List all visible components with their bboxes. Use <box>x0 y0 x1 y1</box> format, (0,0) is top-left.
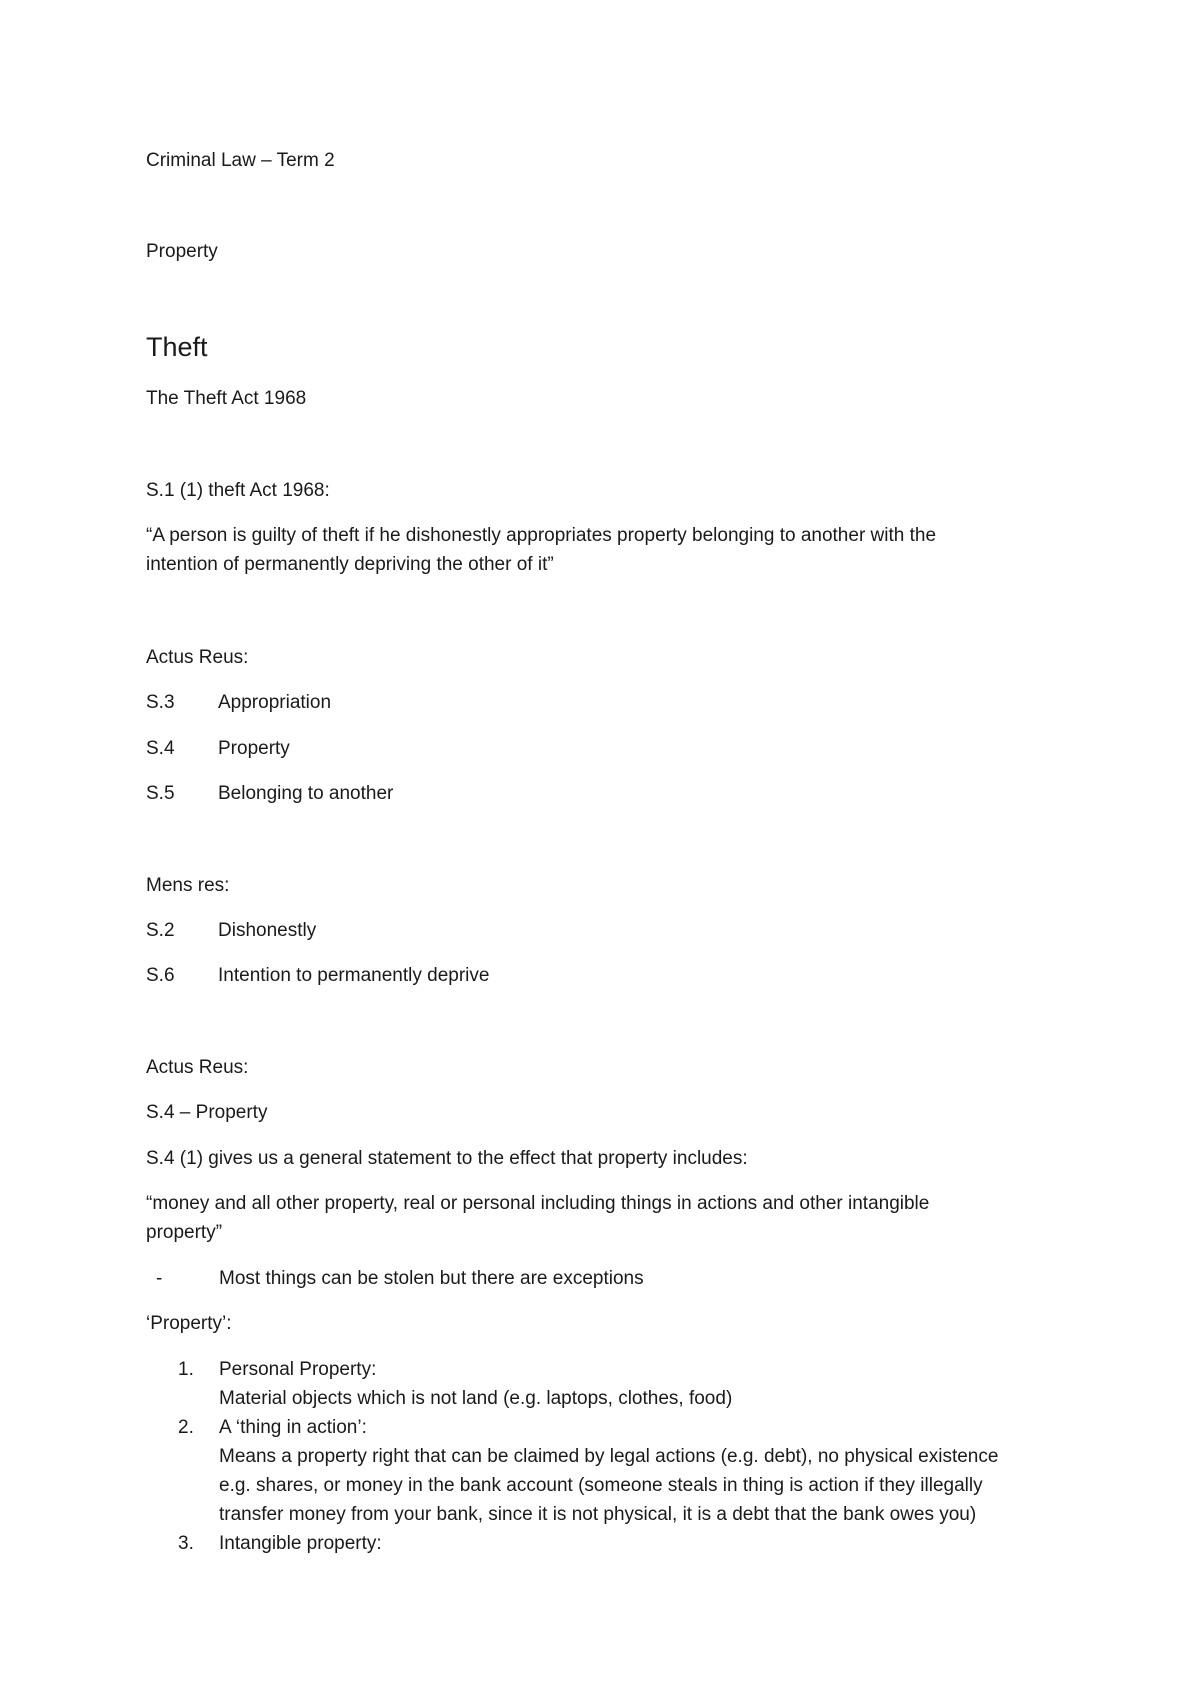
dash-note: Most things can be stolen but there are exceptions <box>219 1268 644 1289</box>
definition-line-1: “A person is guilty of theft if he dishonestly appropriates property belonging to another with the <box>146 525 937 546</box>
list-item-text: transfer money from your bank, since it is not physical, it is a debt that the bank owes you) <box>219 1504 977 1525</box>
list-item-text: e.g. shares, or money in the bank account (someone steals in thing is action if they illegally <box>219 1475 983 1496</box>
property-label: ‘Property’: <box>146 1313 232 1334</box>
list-item <box>146 916 316 945</box>
section-code: S.2 <box>146 920 175 941</box>
course-title: Criminal Law – Term 2 <box>146 150 335 171</box>
section-text: Property <box>218 738 290 759</box>
topic-label: Property <box>146 241 218 262</box>
definition-line-2: intention of permanently depriving the other of it” <box>146 554 554 575</box>
section-text: Belonging to another <box>218 783 394 804</box>
section-code: S.6 <box>146 965 175 986</box>
s4-quote-line-1: “money and all other property, real or personal including things in actions and other intangible <box>146 1193 930 1214</box>
actus-reus-label: Actus Reus: <box>146 647 249 668</box>
section-text: Dishonestly <box>218 920 317 941</box>
section-code: S.4 <box>146 738 175 759</box>
actus-reus-label-2: Actus Reus: <box>146 1057 249 1078</box>
list-item <box>146 961 489 990</box>
list-item <box>146 779 393 808</box>
section-text: Intention to permanently deprive <box>218 965 490 986</box>
list-number: 2. <box>178 1417 194 1438</box>
list-item-title: Personal Property: <box>219 1359 377 1380</box>
section-text: Appropriation <box>218 692 332 713</box>
list-item-title: A ‘thing in action’: <box>219 1417 367 1438</box>
s4-heading: S.4 – Property <box>146 1102 268 1123</box>
section-reference: S.1 (1) theft Act 1968: <box>146 480 330 501</box>
list-number: 1. <box>178 1359 194 1380</box>
list-item-text: Means a property right that can be claimed by legal actions (e.g. debt), no physical existence <box>219 1446 999 1467</box>
act-name: The Theft Act 1968 <box>146 388 307 409</box>
section-heading: Theft <box>146 332 208 362</box>
dash-bullet: - <box>156 1268 163 1289</box>
list-item-text: Material objects which is not land (e.g. laptops, clothes, food) <box>219 1388 733 1409</box>
list-item <box>146 734 290 763</box>
list-item-title: Intangible property: <box>219 1533 382 1554</box>
section-code: S.5 <box>146 783 175 804</box>
s4-quote-line-2: property” <box>146 1222 223 1243</box>
list-number: 3. <box>178 1533 194 1554</box>
s4-statement: S.4 (1) gives us a general statement to the effect that property includes: <box>146 1148 748 1169</box>
mens-rea-label: Mens res: <box>146 875 230 896</box>
list-item <box>146 688 331 717</box>
section-code: S.3 <box>146 692 175 713</box>
